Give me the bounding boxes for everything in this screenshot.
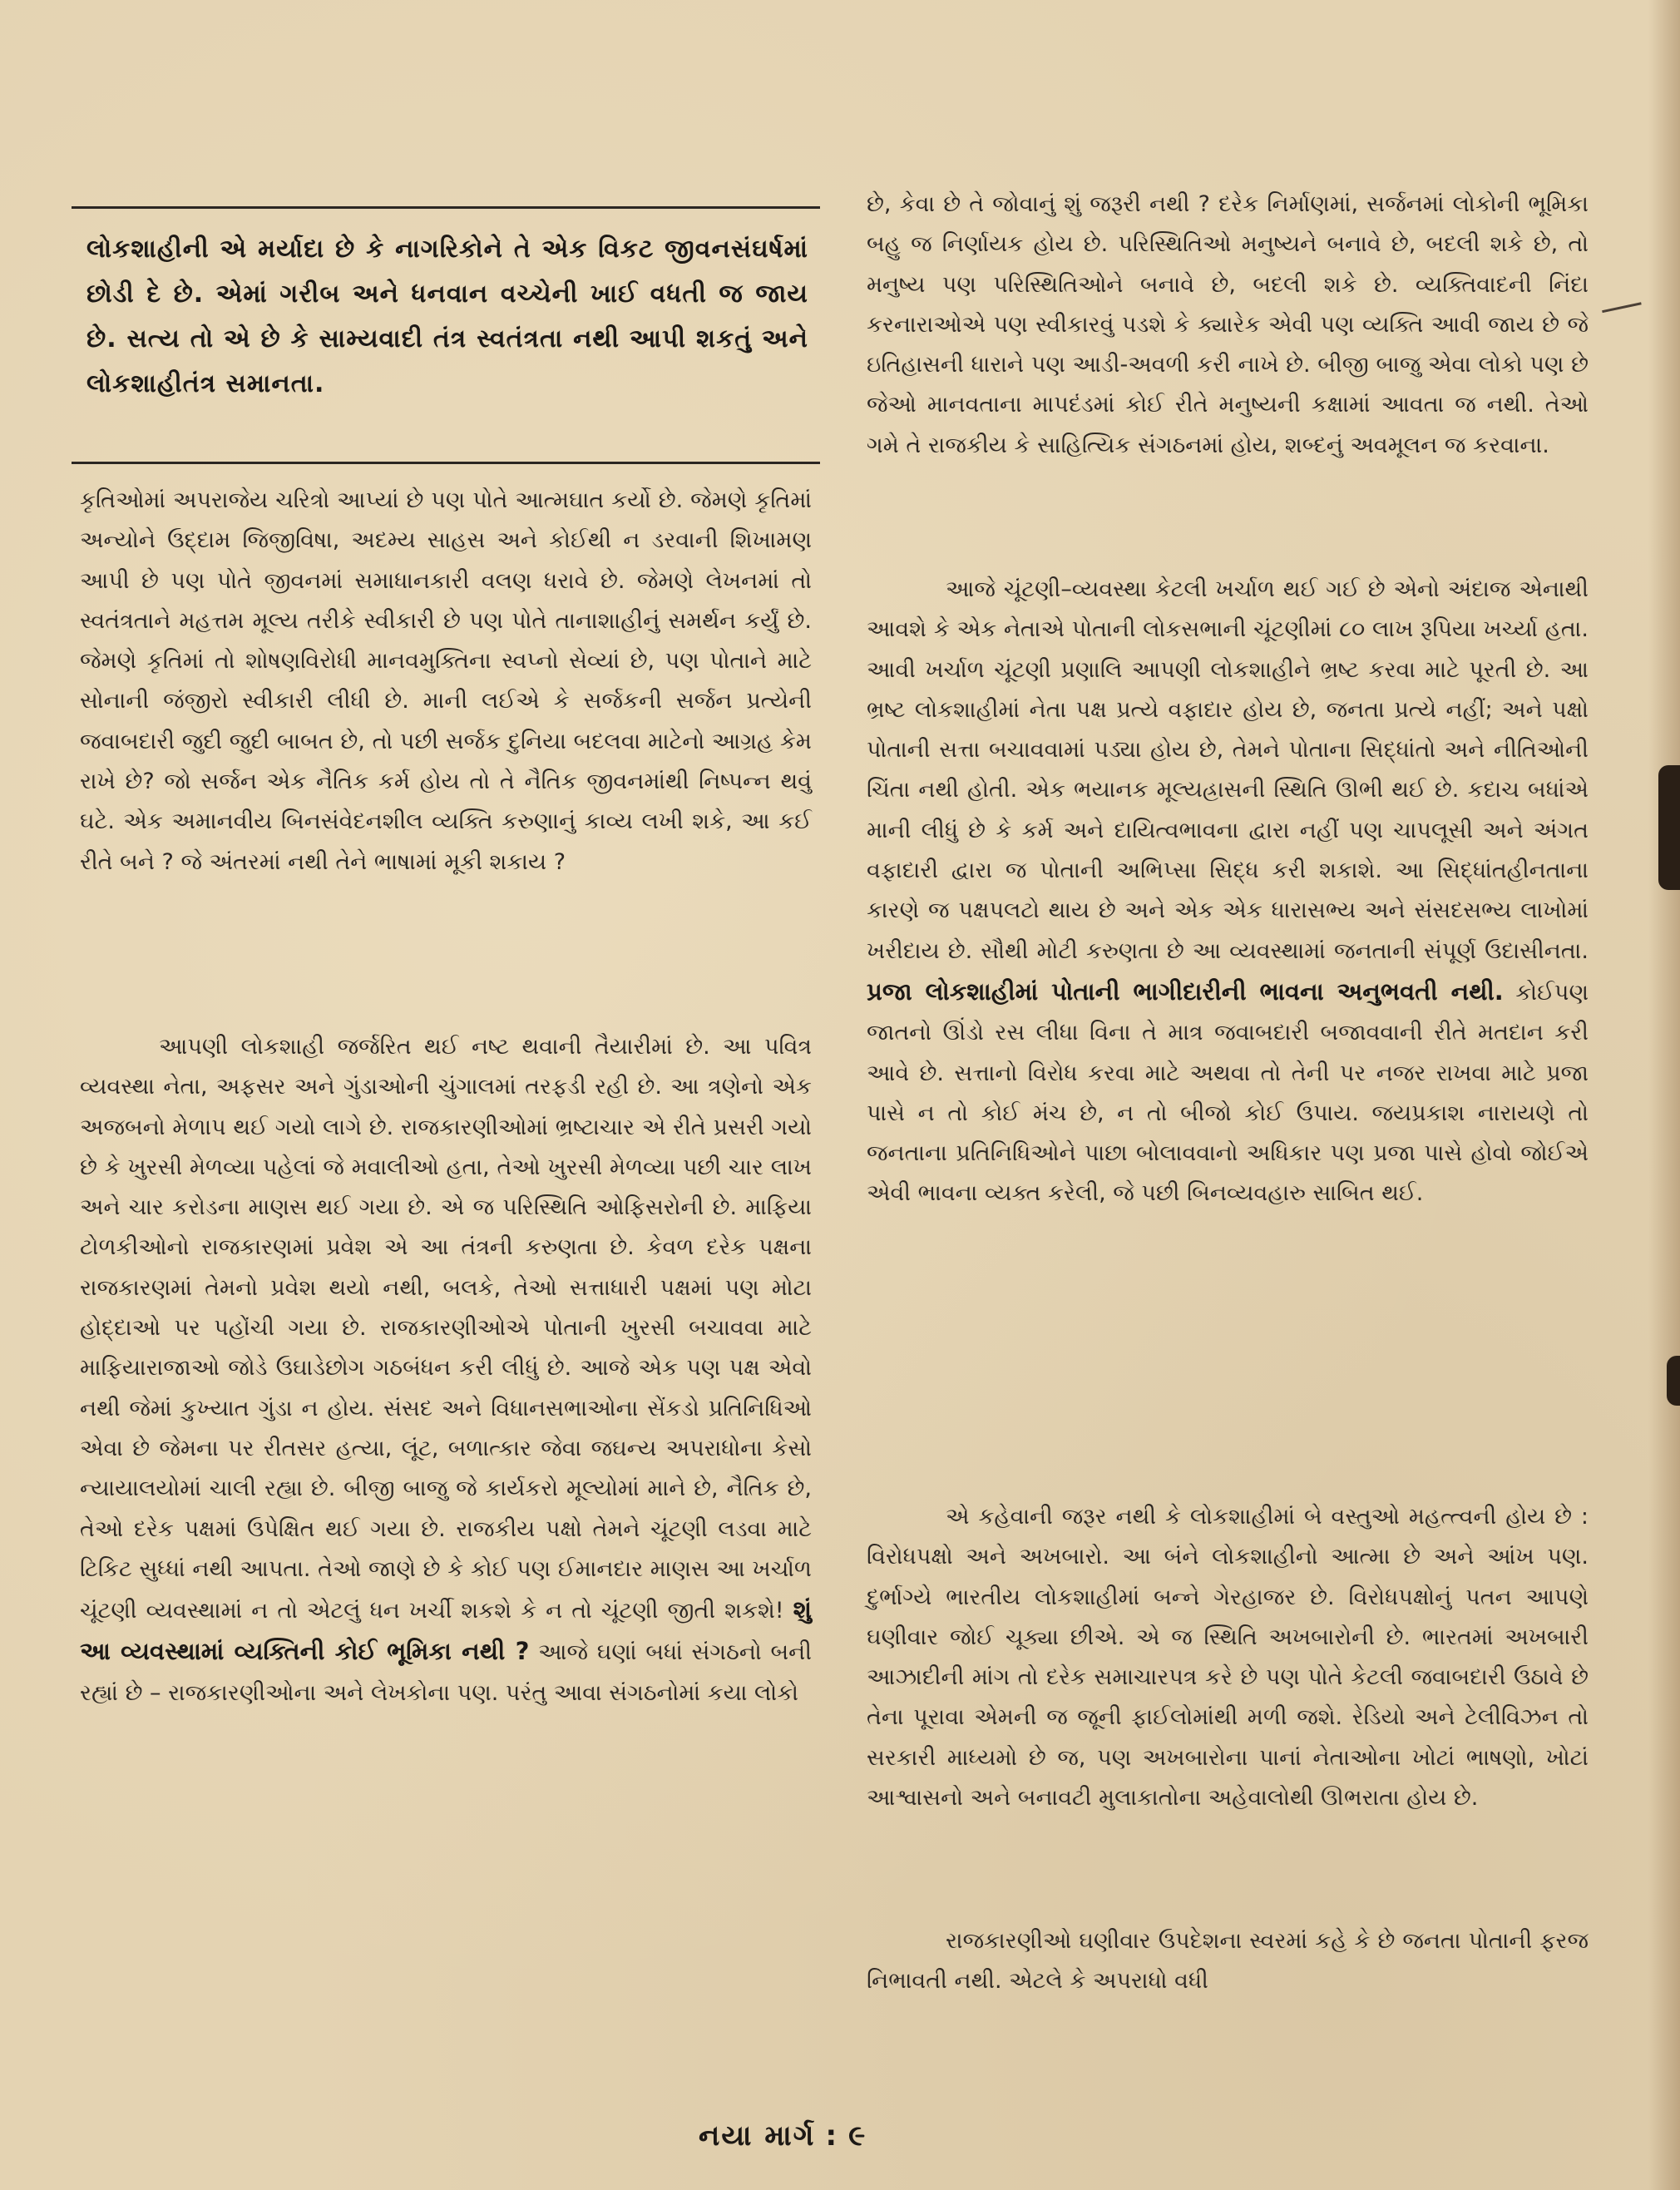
left-paragraph-1: કૃતિઓમાં અપરાજેય ચરિત્રો આપ્યાં છે પણ પોતે આત્મઘાત કર્યો છે. જેમણે કૃતિમાં અન્યોને ઉદ્દામ જિજીવિષા, અદમ્ય સાહસ અને કોઈથી ન ડરવાની શિખામણ આપી છે પણ પોતે જીવનમાં સમાધાનકારી વલણ ધરાવે છે. જેમણે લેખનમાં તો સ્વતંત્રતાને મહત્તમ મૂલ્ય તરીકે સ્વીકારી છે પણ પોતે તાનાશાહીનું સમર્થન કર્યું છે. જેમણે કૃતિમાં તો શોષણવિરોધી માનવમુક્તિના સ્વપ્નો સેવ્યાં છે, પણ પોતાને માટે સોનાની જંજીરો સ્વીકારી લીધી છે. માની લઈએ કે સર્જકની સર્જન પ્રત્યેની જવાબદારી જુદી જુદી બાબત છે, તો પછી સર્જક દુનિયા બદલવા માટેનો આગ્રહ કેમ રાખે છે? જો સર્જન એક નૈતિક કર્મ હોય તો તે નૈતિક જીવનમાંથી નિષ્પન્ન થવું ઘટે. એક અમાનવીય બિનસંવેદનશીલ વ્યક્તિ કરુણાનું કાવ્ય લખી શકે, આ કઈ રીતે બને ? જે અંતરમાં નથી તેને ભાષામાં મૂકી શકાય ? [80, 487, 812, 875]
left-paragraph-2 [80, 1027, 812, 1713]
right-paragraph-1-end: કોઈપણ જાતનો ઊંડો રસ લીધા વિના તે માત્ર જવાબદારી બજાવવાની રીતે મતદાન કરી આવે છે. સત્તાનો વિરોધ કરવા માટે અથવા તો તેની પર નજર રાખવા માટે પ્રજા પાસે ન તો કોઈ મંચ છે, ન તો બીજો કોઈ ઉપાય. જયપ્રકાશ નારાયણે તો જનતાના પ્રતિનિધિઓને પાછા બોલાવવાનો અધિકાર પણ પ્રજા પાસે હોવો જોઈએ એવી ભાવના વ્યક્ત કરેલી, જે પછી બિનવ્યવહારુ સાબિત થઈ. [867, 979, 1589, 1207]
pull-quote-text: લોકશાહીની એ મર્યાદા છે કે નાગરિકોને તે એક વિકટ જીવનસંઘર્ષમાં છોડી દે છે. એમાં ગરીબ અને ધનવાન વચ્ચેની ખાઈ વધતી જ જાય છે. સત્ય તો એ છે કે સામ્યવાદી તંત્ર સ્વતંત્રતા નથી આપી શકતું અને લોકશાહીતંત્ર સમાનતા. [86, 235, 808, 398]
page-tear [1667, 1356, 1680, 1406]
page-number: ૯ [848, 2119, 867, 2153]
left-paragraph-2-bold: શું આ વ્યવસ્થામાં વ્યક્તિની કોઈ ભૂમિકા નથી ? [80, 1595, 812, 1666]
page-footer [699, 2119, 867, 2153]
pen-mark [1602, 302, 1645, 329]
magazine-name: નયા માર્ગ [699, 2119, 816, 2153]
right-paragraph-0: છે, કેવા છે તે જોવાનું શું જરૂરી નથી ? દરેક નિર્માણમાં, સર્જનમાં લોકોની ભૂમિકા બહુ જ નિર્ણાયક હોય છે. પરિસ્થિતિઓ મનુષ્યને બનાવે છે, બદલી શકે છે, તો મનુષ્ય પણ પરિસ્થિતિઓને બનાવે છે, બદલી શકે છે. વ્યક્તિવાદની નિંદા કરનારાઓએ પણ સ્વીકારવું પડશે કે ક્યારેક એવી પણ વ્યક્તિ આવી જાય છે જે ઇતિહાસની ધારાને પણ આડી-અવળી કરી નાખે છે. બીજી બાજુ એવા લોકો પણ છે જેઓ માનવતાના માપદંડમાં કોઈ રીતે મનુષ્યની કક્ષામાં આવતા જ નથી. તેઓ ગમે તે રાજકીય કે સાહિત્યિક સંગઠનમાં હોય, શબ્દનું અવમૂલન જ કરવાના. [867, 191, 1589, 458]
left-paragraph-2-start: આપણી લોકશાહી જર્જરિત થઈ નષ્ટ થવાની તૈયારીમાં છે. આ પવિત્ર વ્યવસ્થા નેતા, અફસર અને ગુંડાઓની ચુંગાલમાં તરફડી રહી છે. આ ત્રણેનો એક અજબનો મેળાપ થઈ ગયો લાગે છે. રાજકારણીઓમાં ભ્રષ્ટાચાર એ રીતે પ્રસરી ગયો છે કે ખુરસી મેળવ્યા પહેલાં જે મવાલીઓ હતા, તેઓ ખુરસી મેળવ્યા પછી ચાર લાખ અને ચાર કરોડના માણસ થઈ ગયા છે. એ જ પરિસ્થિતિ ઓફિસરોની છે. માફિયા ટોળકીઓનો રાજકારણમાં પ્રવેશ એ આ તંત્રની કરુણતા છે. કેવળ દરેક પક્ષના રાજકારણમાં તેમનો પ્રવેશ થયો નથી, બલકે, તેઓ સત્તાધારી પક્ષમાં પણ મોટા હોદ્દાઓ પર પહોંચી ગયા છે. રાજકારણીઓએ પોતાની ખુરસી બચાવવા માટે માફિયારાજાઓ જોડે ઉઘાડેછોગ ગઠબંધન કરી લીધું છે. આજે એક પણ પક્ષ એવો નથી જેમાં કુખ્યાત ગુંડા ન હોય. સંસદ અને વિધાનસભાઓના સેંકડો પ્રતિનિધિઓ એવા છે જેમના પર રીતસર હત્યા, લૂંટ, બળાત્કાર જેવા જઘન્ય અપરાધોના કેસો ન્યાયાલયોમાં ચાલી રહ્યા છે. બીજી બાજુ જે કાર્યકરો મૂલ્યોમાં માને છે, નૈતિક છે, તેઓ દરેક પક્ષમાં ઉપેક્ષિત થઈ ગયા છે. રાજકીય પક્ષો તેમને ચૂંટણી લડવા માટે ટિકિટ સુધ્ધાં નથી આપતા. તેઓ જાણે છે કે કોઈ પણ ઈમાનદાર માણસ આ ખર્ચાળ ચૂંટણી વ્યવસ્થામાં ન તો એટલું ધન ખર્ચી શકશે કે ન તો ચૂંટણી જીતી શકશે! [80, 1034, 813, 1624]
right-paragraph-2: એ કહેવાની જરૂર નથી કે લોકશાહીમાં બે વસ્તુઓ મહત્ત્વની હોય છે : વિરોધપક્ષો અને અખબારો. આ બંને લોકશાહીનો આત્મા છે અને આંખ પણ. દુર્ભાગ્યે ભારતીય લોકશાહીમાં બન્ને ગેરહાજર છે. વિરોધપક્ષોનું પતન આપણે ઘણીવાર જોઈ ચૂક્યા છીએ. એ જ સ્થિતિ અખબારોની છે. ભારતમાં અખબારી આઝાદીની માંગ તો દરેક સમાચારપત્ર કરે છે પણ પોતે કેટલી જવાબદારી ઉઠાવે છે તેના પૂરાવા એમની જ જૂની ફાઈલોમાંથી મળી જશે. રેડિયો અને ટેલીવિઝન તો સરકારી માધ્યમો છે જ, પણ અખબારોના પાનાં નેતાઓના ખોટાં ભાષણો, ખોટાં આશ્વાસનો અને બનાવટી મુલાકાતોના અહેવાલોથી ઊભરાતા હોય છે. [867, 1504, 1589, 1812]
left-paragraph-2-end: આજે ઘણાં બધાં સંગઠનો બની રહ્યાં છે – રાજકારણીઓના અને લેખકોના પણ. પરંતુ આવા સંગઠનોમાં કયા લોકો [80, 1639, 812, 1706]
right-paragraph-3: રાજકારણીઓ ઘણીવાર ઉપદેશના સ્વરમાં કહે કે છે જનતા પોતાની ફરજ નિભાવતી નથી. એટલે કે અપરાધો વધી [867, 1928, 1589, 1995]
page-edge-shadow [1648, 0, 1680, 2190]
right-paragraph-1-start: આજે ચૂંટણી–વ્યવસ્થા કેટલી ખર્ચાળ થઈ ગઈ છે એનો અંદાજ એનાથી આવશે કે એક નેતાએ પોતાની લોકસભાની ચૂંટણીમાં ૮૦ લાખ રૂપિયા ખર્ચ્યા હતા. આવી ખર્ચાળ ચૂંટણી પ્રણાલિ આપણી લોકશાહીને ભ્રષ્ટ કરવા માટે પૂરતી છે. આ ભ્રષ્ટ લોકશાહીમાં નેતા પક્ષ પ્રત્યે વફાદાર હોય છે, જનતા પ્રત્યે નહીં; અને પક્ષો પોતાની સત્તા બચાવવામાં પડ્યા હોય છે, તેમને પોતાના સિદ્ધાંતો અને નીતિઓની ચિંતા નથી હોતી. એક ભયાનક મૂલ્યહ્રાસની સ્થિતિ ઊભી થઈ છે. કદાચ બધાંએ માની લીધું છે કે કર્મ અને દાયિત્વભાવના દ્વારા નહીં પણ ચાપલૂસી અને અંગત વફાદારી દ્વારા જ પોતાની અભિપ્સા સિદ્ધ કરી શકાશે. આ સિદ્ધાંતહીનતાના કારણે જ પક્ષપલટો થાય છે અને એક એક ધારાસભ્ય અને સંસદસભ્ય લાખોમાં ખરીદાય છે. સૌથી મોટી કરુણતા છે આ વ્યવસ્થામાં જનતાની સંપૂર્ણ ઉદાસીનતા. [867, 576, 1589, 964]
pull-quote-box [72, 206, 820, 464]
right-paragraph-1 [867, 570, 1589, 1214]
footer-separator: : [825, 2119, 839, 2153]
page-tear [1658, 765, 1680, 890]
right-paragraph-1-bold: પ્રજા લોકશાહીમાં પોતાની ભાગીદારીની ભાવના અનુભવતી નથી. [867, 976, 1504, 1006]
